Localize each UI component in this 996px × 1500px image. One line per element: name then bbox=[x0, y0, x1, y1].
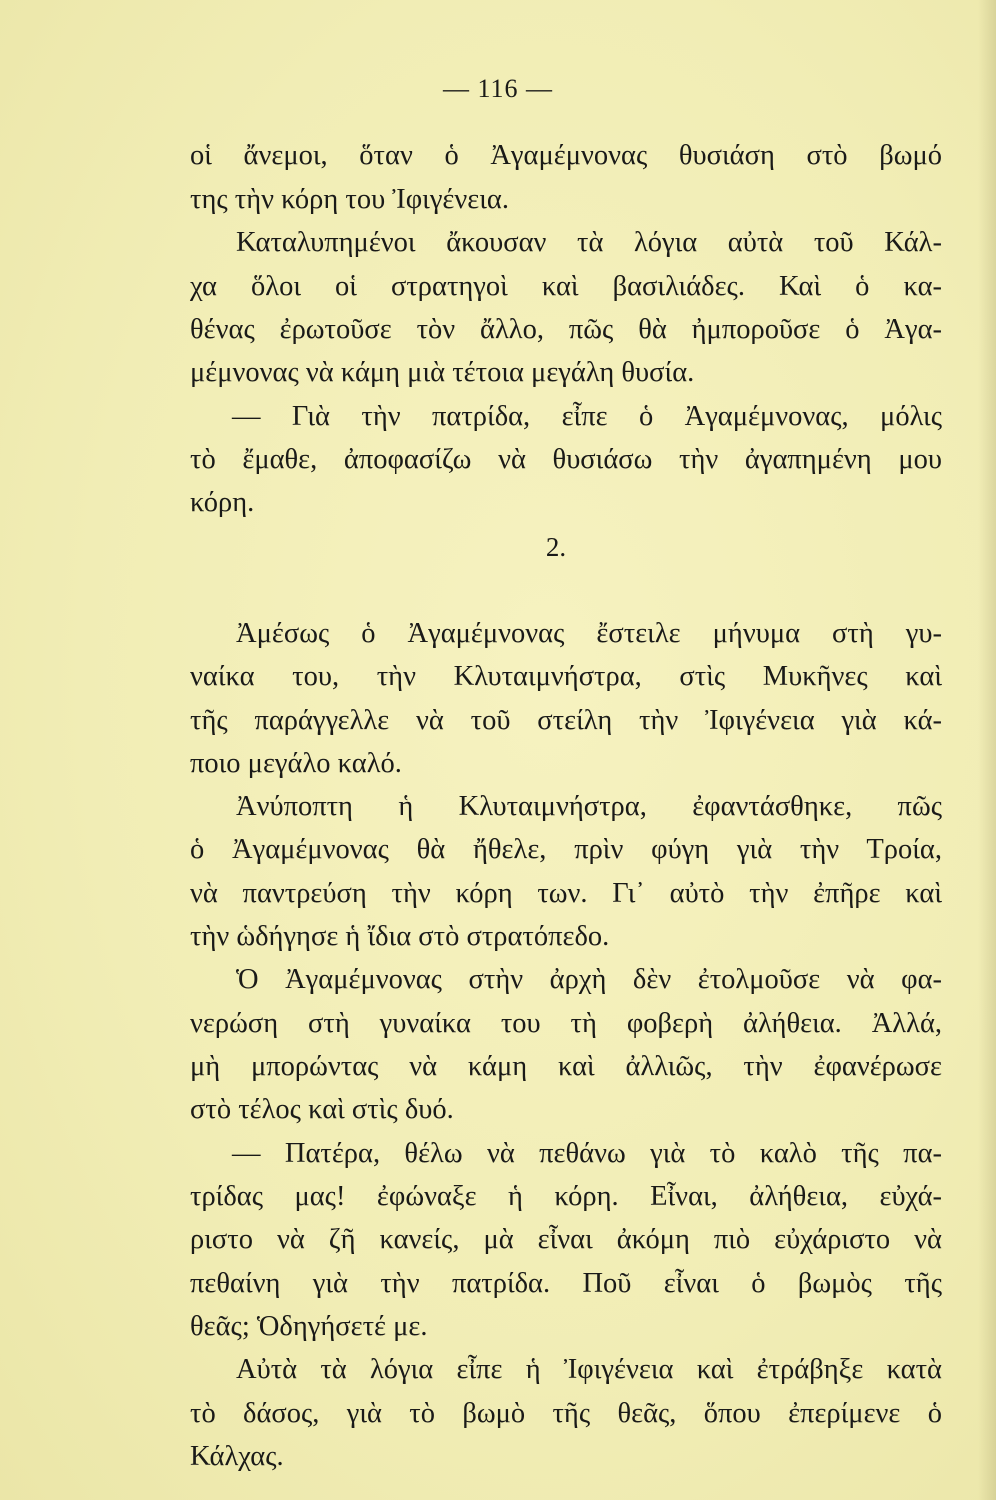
text-line-22: — Πατέρα, θέλω νὰ πεθάνω γιὰ τὸ καλὸ τῆς πα- bbox=[232, 1138, 942, 1169]
text-line-26: θεᾶς; Ὁδηγήσετέ με. bbox=[190, 1311, 428, 1342]
text-line-14: Ἀνύποπτη ἡ Κλυταιμνήστρα, ἐφαντάσθηκε, πῶς bbox=[236, 791, 942, 822]
text-line-25: πεθαίνη γιὰ τὴν πατρίδα. Ποῦ εἶναι ὁ βωμὸς τῆς bbox=[190, 1268, 942, 1299]
text-line-1: οἱ ἄνεμοι, ὅταν ὁ Ἀγαμέμνονας θυσιάση στὸ βωμό bbox=[190, 140, 942, 171]
text-line-21: στὸ τέλος καὶ στὶς δυό. bbox=[190, 1094, 454, 1125]
text-line-24: ριστο νὰ ζῆ κανείς, μὰ εἶναι ἀκόμη πιὸ εὐχάριστο νὰ bbox=[190, 1224, 942, 1255]
text-line-8: τὸ ἔμαθε, ἀποφασίζω νὰ θυσιάσω τὴν ἀγαπημένη μου bbox=[190, 444, 942, 475]
page-number: — 116 — bbox=[442, 74, 554, 103]
text-line-20: μὴ μπορώντας νὰ κάμη καὶ ἀλλιῶς, τὴν ἐφανέρωσε bbox=[190, 1051, 942, 1082]
text-line-13: ποιο μεγάλο καλό. bbox=[190, 748, 402, 779]
text-line-27: Αὐτὰ τὰ λόγια εἶπε ἡ Ἰφιγένεια καὶ ἐτράβηξε κατὰ bbox=[236, 1354, 942, 1385]
text-line-28: τὸ δάσος, γιὰ τὸ βωμὸ τῆς θεᾶς, ὅπου ἐπερίμενε ὁ bbox=[190, 1398, 942, 1429]
text-line-17: τὴν ὡδήγησε ἡ ἴδια στὸ στρατόπεδο. bbox=[190, 921, 610, 952]
text-line-2: της τὴν κόρη του Ἰφιγένεια. bbox=[190, 184, 509, 215]
text-line-9: κόρη. bbox=[190, 487, 255, 518]
text-line-18: Ὁ Ἀγαμέμνονας στὴν ἀρχὴ δὲν ἐτολμοῦσε νὰ φα- bbox=[236, 964, 942, 995]
text-line-11: ναίκα του, τὴν Κλυταιμνήστρα, στὶς Μυκῆνες καὶ bbox=[190, 661, 942, 692]
text-line-10: Ἀμέσως ὁ Ἀγαμέμνονας ἔστειλε μήνυμα στὴ γυ- bbox=[236, 618, 942, 649]
text-line-23: τρίδας μας! ἐφώναξε ἡ κόρη. Εἶναι, ἀλήθεια, εὐχά- bbox=[190, 1181, 942, 1212]
text-line-12: τῆς παράγγελλε νὰ τοῦ στείλη τὴν Ἰφιγένεια γιὰ κά- bbox=[190, 705, 942, 736]
section-number: 2. bbox=[545, 532, 567, 562]
text-line-16: νὰ παντρεύση τὴν κόρη των. Γι᾽ αὐτὸ τὴν ἐπῆρε καὶ bbox=[190, 878, 942, 909]
text-line-4: χα ὅλοι οἱ στρατηγοὶ καὶ βασιλιάδες. Καὶ ὁ κα- bbox=[190, 271, 942, 302]
text-line-19: νερώση στὴ γυναίκα του τὴ φοβερὴ ἀλήθεια. Ἀλλά, bbox=[190, 1008, 942, 1039]
text-line-3: Καταλυπημένοι ἄκουσαν τὰ λόγια αὐτὰ τοῦ Κάλ- bbox=[236, 227, 942, 258]
text-line-29: Κάλχας. bbox=[190, 1441, 284, 1472]
text-line-5: θένας ἐρωτοῦσε τὸν ἄλλο, πῶς θὰ ἠμποροῦσε ὁ Ἀγα- bbox=[190, 314, 942, 345]
text-line-15: ὁ Ἀγαμέμνονας θὰ ἤθελε, πρὶν φύγη γιὰ τὴν Τροία, bbox=[190, 834, 942, 865]
page-edge-shadow bbox=[978, 0, 996, 1500]
text-line-6: μέμνονας νὰ κάμη μιὰ τέτοια μεγάλη θυσία. bbox=[190, 357, 695, 388]
text-line-7: — Γιὰ τὴν πατρίδα, εἶπε ὁ Ἀγαμέμνονας, μόλις bbox=[232, 401, 942, 432]
